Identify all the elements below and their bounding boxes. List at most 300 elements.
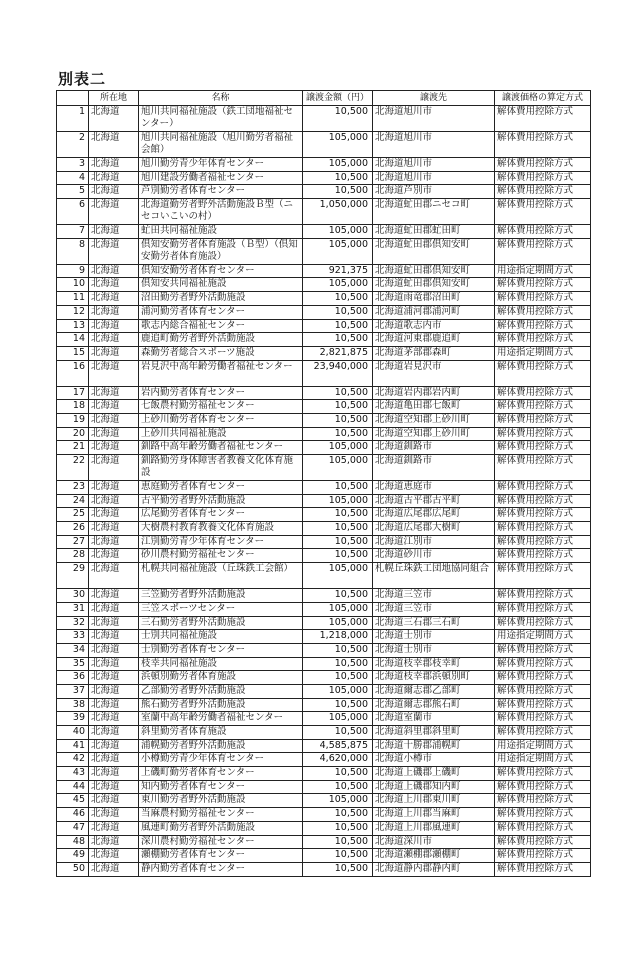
row-facility-name: 上砂川共同福祉施設 <box>139 427 303 441</box>
row-method: 解体費用控除方式 <box>495 132 591 158</box>
table-row <box>57 794 591 808</box>
row-recipient: 北海道上川郡当麻町 <box>373 808 495 822</box>
row-number: 6 <box>57 199 89 225</box>
row-recipient: 北海道上磯郡知内町 <box>373 780 495 794</box>
row-location: 北海道 <box>89 455 139 481</box>
row-number: 8 <box>57 238 89 264</box>
table-row <box>57 643 591 657</box>
row-amount: 10,500 <box>303 305 373 319</box>
row-method: 解体費用控除方式 <box>495 106 591 132</box>
row-recipient: 北海道虻田郡倶知安町 <box>373 238 495 264</box>
table-row <box>57 106 591 132</box>
row-method: 解体費用控除方式 <box>495 305 591 319</box>
table-row <box>57 441 591 455</box>
row-number: 17 <box>57 386 89 400</box>
row-recipient: 北海道虻田郡倶知安町 <box>373 278 495 292</box>
table-row <box>57 346 591 360</box>
row-method: 用途指定期間方式 <box>495 346 591 360</box>
row-recipient: 北海道雨竜郡沼田町 <box>373 292 495 306</box>
table-row <box>57 292 591 306</box>
row-location: 北海道 <box>89 427 139 441</box>
row-facility-name: 広尾勤労者体育センター <box>139 508 303 522</box>
row-facility-name: 浦幌勤労者野外活動施設 <box>139 739 303 753</box>
row-facility-name: 森勤労者総合スポーツ施設 <box>139 346 303 360</box>
row-recipient: 北海道深川市 <box>373 835 495 849</box>
table-row <box>57 849 591 863</box>
row-method: 用途指定期間方式 <box>495 630 591 644</box>
row-method: 解体費用控除方式 <box>495 508 591 522</box>
row-number: 49 <box>57 849 89 863</box>
row-method: 解体費用控除方式 <box>495 712 591 726</box>
table-row <box>57 698 591 712</box>
row-number: 18 <box>57 400 89 414</box>
row-number: 9 <box>57 264 89 278</box>
row-method: 解体費用控除方式 <box>495 589 591 603</box>
row-location: 北海道 <box>89 643 139 657</box>
row-location: 北海道 <box>89 794 139 808</box>
row-location: 北海道 <box>89 238 139 264</box>
row-number: 50 <box>57 862 89 876</box>
row-method: 解体費用控除方式 <box>495 360 591 386</box>
row-location: 北海道 <box>89 808 139 822</box>
row-facility-name: 三笠勤労者野外活動施設 <box>139 589 303 603</box>
row-method: 解体費用控除方式 <box>495 821 591 835</box>
row-number: 45 <box>57 794 89 808</box>
row-facility-name: 枝幸共同福祉施設 <box>139 657 303 671</box>
row-location: 北海道 <box>89 657 139 671</box>
row-number: 33 <box>57 630 89 644</box>
row-method: 解体費用控除方式 <box>495 563 591 589</box>
row-number: 26 <box>57 522 89 536</box>
row-amount: 105,000 <box>303 602 373 616</box>
table-row <box>57 616 591 630</box>
row-recipient: 北海道釧路市 <box>373 441 495 455</box>
row-facility-name: 歌志内総合福祉センター <box>139 319 303 333</box>
row-method: 解体費用控除方式 <box>495 616 591 630</box>
row-number: 4 <box>57 171 89 185</box>
row-facility-name: 東川勤労者野外活動施設 <box>139 794 303 808</box>
table-row <box>57 535 591 549</box>
row-location: 北海道 <box>89 319 139 333</box>
row-amount: 10,500 <box>303 522 373 536</box>
row-amount: 2,821,875 <box>303 346 373 360</box>
row-method: 解体費用控除方式 <box>495 549 591 563</box>
row-facility-name: 旭川共同福祉施設（鉄工団地福祉センター） <box>139 106 303 132</box>
row-location: 北海道 <box>89 862 139 876</box>
row-location: 北海道 <box>89 522 139 536</box>
row-recipient: 北海道士別市 <box>373 643 495 657</box>
row-amount: 105,000 <box>303 616 373 630</box>
row-number: 36 <box>57 671 89 685</box>
row-facility-name: 旭川勤労青少年体育センター <box>139 158 303 172</box>
table-row <box>57 753 591 767</box>
row-facility-name: 砂川農村勤労福祉センター <box>139 549 303 563</box>
row-amount: 105,000 <box>303 132 373 158</box>
row-facility-name: 風連町勤労者野外活動施設 <box>139 821 303 835</box>
row-facility-name: 士別共同福祉施設 <box>139 630 303 644</box>
header-no <box>57 91 89 106</box>
row-method: 解体費用控除方式 <box>495 862 591 876</box>
row-recipient: 北海道小樽市 <box>373 753 495 767</box>
row-amount: 10,500 <box>303 106 373 132</box>
row-recipient: 北海道空知郡上砂川町 <box>373 413 495 427</box>
row-recipient: 北海道枝幸郡枝幸町 <box>373 657 495 671</box>
row-recipient: 北海道上川郡風連町 <box>373 821 495 835</box>
row-number: 40 <box>57 726 89 740</box>
table-row <box>57 767 591 781</box>
table-row <box>57 427 591 441</box>
row-facility-name: 上砂川勤労者体育センター <box>139 413 303 427</box>
row-amount: 23,940,000 <box>303 360 373 386</box>
row-method: 解体費用控除方式 <box>495 835 591 849</box>
row-method: 解体費用控除方式 <box>495 225 591 239</box>
row-number: 31 <box>57 602 89 616</box>
row-method: 解体費用控除方式 <box>495 441 591 455</box>
row-number: 12 <box>57 305 89 319</box>
table-row <box>57 360 591 386</box>
row-number: 47 <box>57 821 89 835</box>
row-location: 北海道 <box>89 106 139 132</box>
row-location: 北海道 <box>89 630 139 644</box>
row-amount: 105,000 <box>303 494 373 508</box>
row-location: 北海道 <box>89 360 139 386</box>
row-recipient: 北海道亀田郡七飯町 <box>373 400 495 414</box>
row-amount: 10,500 <box>303 726 373 740</box>
row-facility-name: 岩見沢中高年齢労働者福祉センター <box>139 360 303 386</box>
table-row <box>57 563 591 589</box>
row-location: 北海道 <box>89 441 139 455</box>
row-facility-name: 釧路中高年齢労働者福祉センター <box>139 441 303 455</box>
row-amount: 4,585,875 <box>303 739 373 753</box>
row-amount: 10,500 <box>303 427 373 441</box>
table-row <box>57 238 591 264</box>
row-recipient: 北海道空知郡上砂川町 <box>373 427 495 441</box>
row-number: 19 <box>57 413 89 427</box>
table-row <box>57 494 591 508</box>
row-amount: 105,000 <box>303 563 373 589</box>
row-facility-name: 三石勤労者野外活動施設 <box>139 616 303 630</box>
table-row <box>57 400 591 414</box>
row-method: 解体費用控除方式 <box>495 671 591 685</box>
row-facility-name: 静内勤労者体育センター <box>139 862 303 876</box>
row-number: 29 <box>57 563 89 589</box>
row-recipient: 北海道恵庭市 <box>373 481 495 495</box>
row-number: 10 <box>57 278 89 292</box>
row-location: 北海道 <box>89 835 139 849</box>
row-recipient: 北海道三笠市 <box>373 589 495 603</box>
row-amount: 105,000 <box>303 225 373 239</box>
row-facility-name: 鹿追町勤労者野外活動施設 <box>139 333 303 347</box>
row-location: 北海道 <box>89 684 139 698</box>
table-row <box>57 835 591 849</box>
row-number: 13 <box>57 319 89 333</box>
row-recipient: 北海道歌志内市 <box>373 319 495 333</box>
row-number: 11 <box>57 292 89 306</box>
row-number: 37 <box>57 684 89 698</box>
row-amount: 10,500 <box>303 319 373 333</box>
row-recipient: 北海道室蘭市 <box>373 712 495 726</box>
row-recipient: 北海道砂川市 <box>373 549 495 563</box>
row-facility-name: 旭川建設労働者福祉センター <box>139 171 303 185</box>
row-number: 35 <box>57 657 89 671</box>
row-location: 北海道 <box>89 346 139 360</box>
row-location: 北海道 <box>89 278 139 292</box>
row-method: 解体費用控除方式 <box>495 698 591 712</box>
row-amount: 10,500 <box>303 481 373 495</box>
row-location: 北海道 <box>89 698 139 712</box>
row-number: 48 <box>57 835 89 849</box>
row-number: 30 <box>57 589 89 603</box>
row-amount: 105,000 <box>303 238 373 264</box>
row-location: 北海道 <box>89 671 139 685</box>
row-method: 解体費用控除方式 <box>495 684 591 698</box>
table-row <box>57 158 591 172</box>
row-method: 解体費用控除方式 <box>495 657 591 671</box>
row-recipient: 北海道三笠市 <box>373 602 495 616</box>
row-recipient: 北海道虻田郡虻田町 <box>373 225 495 239</box>
row-facility-name: 乙部勤労者野外活動施設 <box>139 684 303 698</box>
row-location: 北海道 <box>89 602 139 616</box>
row-location: 北海道 <box>89 780 139 794</box>
row-amount: 10,500 <box>303 549 373 563</box>
row-method: 解体費用控除方式 <box>495 481 591 495</box>
row-method: 解体費用控除方式 <box>495 780 591 794</box>
row-method: 解体費用控除方式 <box>495 602 591 616</box>
table-row <box>57 481 591 495</box>
row-location: 北海道 <box>89 712 139 726</box>
row-facility-name: 知内勤労者体育センター <box>139 780 303 794</box>
row-method: 解体費用控除方式 <box>495 808 591 822</box>
row-method: 解体費用控除方式 <box>495 386 591 400</box>
table-row <box>57 739 591 753</box>
document-title: 別表二 <box>58 70 107 88</box>
row-recipient: 札幌丘珠鉄工団地協同組合 <box>373 563 495 589</box>
row-recipient: 北海道旭川市 <box>373 106 495 132</box>
row-amount: 105,000 <box>303 684 373 698</box>
row-recipient: 北海道旭川市 <box>373 158 495 172</box>
row-number: 21 <box>57 441 89 455</box>
row-facility-name: 倶知安勤労者体育施設（Ｂ型）（倶知安勤労者体育施設） <box>139 238 303 264</box>
row-facility-name: 沼田勤労者野外活動施設 <box>139 292 303 306</box>
table-row <box>57 333 591 347</box>
row-method: 用途指定期間方式 <box>495 739 591 753</box>
table-header-row <box>57 91 591 106</box>
row-location: 北海道 <box>89 481 139 495</box>
row-recipient: 北海道釧路市 <box>373 455 495 481</box>
row-recipient: 北海道上磯郡上磯町 <box>373 767 495 781</box>
row-facility-name: 当麻農村勤労福祉センター <box>139 808 303 822</box>
row-location: 北海道 <box>89 199 139 225</box>
header-location: 所在地 <box>89 91 139 106</box>
row-location: 北海道 <box>89 158 139 172</box>
row-recipient: 北海道江別市 <box>373 535 495 549</box>
row-location: 北海道 <box>89 821 139 835</box>
row-method: 解体費用控除方式 <box>495 171 591 185</box>
row-facility-name: 上磯町勤労者体育センター <box>139 767 303 781</box>
row-method: 解体費用控除方式 <box>495 199 591 225</box>
row-recipient: 北海道爾志郡熊石町 <box>373 698 495 712</box>
row-number: 7 <box>57 225 89 239</box>
row-recipient: 北海道爾志郡乙部町 <box>373 684 495 698</box>
row-amount: 1,050,000 <box>303 199 373 225</box>
row-method: 解体費用控除方式 <box>495 400 591 414</box>
row-method: 用途指定期間方式 <box>495 753 591 767</box>
table-row <box>57 684 591 698</box>
row-amount: 10,500 <box>303 185 373 199</box>
table-row <box>57 657 591 671</box>
row-facility-name: 虻田共同福祉施設 <box>139 225 303 239</box>
row-facility-name: 札幌共同福祉施設（丘珠鉄工会館） <box>139 563 303 589</box>
row-recipient: 北海道岩内郡岩内町 <box>373 386 495 400</box>
row-amount: 10,500 <box>303 386 373 400</box>
row-facility-name: 七飯農村勤労福祉センター <box>139 400 303 414</box>
table-row <box>57 305 591 319</box>
row-location: 北海道 <box>89 849 139 863</box>
row-location: 北海道 <box>89 494 139 508</box>
row-method: 解体費用控除方式 <box>495 455 591 481</box>
row-location: 北海道 <box>89 753 139 767</box>
row-number: 5 <box>57 185 89 199</box>
row-number: 24 <box>57 494 89 508</box>
table-row <box>57 278 591 292</box>
row-number: 15 <box>57 346 89 360</box>
row-recipient: 北海道浦河郡浦河町 <box>373 305 495 319</box>
row-facility-name: 瀬棚勤労者体育センター <box>139 849 303 863</box>
table-row <box>57 522 591 536</box>
row-location: 北海道 <box>89 739 139 753</box>
table-row <box>57 780 591 794</box>
table-row <box>57 455 591 481</box>
row-number: 20 <box>57 427 89 441</box>
row-method: 解体費用控除方式 <box>495 494 591 508</box>
row-location: 北海道 <box>89 413 139 427</box>
row-amount: 10,500 <box>303 589 373 603</box>
row-method: 解体費用控除方式 <box>495 427 591 441</box>
row-method: 解体費用控除方式 <box>495 238 591 264</box>
row-amount: 10,500 <box>303 413 373 427</box>
row-amount: 10,500 <box>303 333 373 347</box>
row-facility-name: 大樹農村教育教養文化体育施設 <box>139 522 303 536</box>
row-location: 北海道 <box>89 305 139 319</box>
row-location: 北海道 <box>89 549 139 563</box>
row-facility-name: 旭川共同福祉施設（旭川勤労者福祉会館） <box>139 132 303 158</box>
row-number: 16 <box>57 360 89 386</box>
table-row <box>57 319 591 333</box>
table-row <box>57 712 591 726</box>
row-facility-name: 倶知安勤労者体育センター <box>139 264 303 278</box>
row-method: 解体費用控除方式 <box>495 185 591 199</box>
table-row <box>57 185 591 199</box>
row-facility-name: 北海道勤労者野外活動施設Ｂ型（ニセコいこいの村） <box>139 199 303 225</box>
table-row <box>57 132 591 158</box>
row-facility-name: 士別勤労者体育センター <box>139 643 303 657</box>
row-recipient: 北海道河東郡鹿追町 <box>373 333 495 347</box>
row-location: 北海道 <box>89 726 139 740</box>
row-recipient: 北海道広尾郡広尾町 <box>373 508 495 522</box>
row-method: 解体費用控除方式 <box>495 767 591 781</box>
row-facility-name: 斜里勤労者体育施設 <box>139 726 303 740</box>
row-method: 解体費用控除方式 <box>495 319 591 333</box>
row-facility-name: 室蘭中高年齢労働者福祉センター <box>139 712 303 726</box>
row-facility-name: 浜頓別勤労者体育施設 <box>139 671 303 685</box>
row-amount: 10,500 <box>303 292 373 306</box>
row-amount: 10,500 <box>303 171 373 185</box>
header-amount: 譲渡金額（円） <box>303 91 373 106</box>
row-facility-name: 浦河勤労者体育センター <box>139 305 303 319</box>
row-location: 北海道 <box>89 264 139 278</box>
row-number: 44 <box>57 780 89 794</box>
row-recipient: 北海道芦別市 <box>373 185 495 199</box>
row-method: 解体費用控除方式 <box>495 643 591 657</box>
row-number: 42 <box>57 753 89 767</box>
table-row <box>57 630 591 644</box>
row-location: 北海道 <box>89 589 139 603</box>
row-number: 28 <box>57 549 89 563</box>
row-amount: 10,500 <box>303 767 373 781</box>
table-row <box>57 225 591 239</box>
row-amount: 105,000 <box>303 794 373 808</box>
row-number: 46 <box>57 808 89 822</box>
row-number: 1 <box>57 106 89 132</box>
row-number: 22 <box>57 455 89 481</box>
row-facility-name: 芦別勤労者体育センター <box>139 185 303 199</box>
header-method: 譲渡価格の算定方式 <box>495 91 591 106</box>
table-row <box>57 508 591 522</box>
row-recipient: 北海道静内郡静内町 <box>373 862 495 876</box>
row-recipient: 北海道旭川市 <box>373 171 495 185</box>
header-recipient: 譲渡先 <box>373 91 495 106</box>
table-row <box>57 549 591 563</box>
header-name: 名称 <box>139 91 303 106</box>
row-recipient: 北海道斜里郡斜里町 <box>373 726 495 740</box>
row-amount: 10,500 <box>303 657 373 671</box>
row-location: 北海道 <box>89 508 139 522</box>
row-amount: 10,500 <box>303 698 373 712</box>
row-number: 32 <box>57 616 89 630</box>
row-amount: 10,500 <box>303 535 373 549</box>
table-row <box>57 199 591 225</box>
row-amount: 10,500 <box>303 808 373 822</box>
row-facility-name: 倶知安共同福祉施設 <box>139 278 303 292</box>
row-number: 25 <box>57 508 89 522</box>
row-recipient: 北海道士別市 <box>373 630 495 644</box>
row-amount: 4,620,000 <box>303 753 373 767</box>
table-row <box>57 386 591 400</box>
row-method: 解体費用控除方式 <box>495 333 591 347</box>
row-recipient: 北海道虻田郡倶知安町 <box>373 264 495 278</box>
row-location: 北海道 <box>89 132 139 158</box>
row-recipient: 北海道十勝郡浦幌町 <box>373 739 495 753</box>
row-number: 14 <box>57 333 89 347</box>
table-row <box>57 264 591 278</box>
row-amount: 1,218,000 <box>303 630 373 644</box>
row-number: 27 <box>57 535 89 549</box>
row-amount: 105,000 <box>303 455 373 481</box>
row-number: 39 <box>57 712 89 726</box>
row-amount: 105,000 <box>303 278 373 292</box>
row-amount: 10,500 <box>303 508 373 522</box>
row-location: 北海道 <box>89 400 139 414</box>
table-row <box>57 862 591 876</box>
row-amount: 10,500 <box>303 835 373 849</box>
row-facility-name: 古平勤労者野外活動施設 <box>139 494 303 508</box>
row-number: 34 <box>57 643 89 657</box>
row-recipient: 北海道枝幸郡浜頓別町 <box>373 671 495 685</box>
row-recipient: 北海道茅部郡森町 <box>373 346 495 360</box>
row-recipient: 北海道旭川市 <box>373 132 495 158</box>
row-amount: 921,375 <box>303 264 373 278</box>
table-row <box>57 808 591 822</box>
